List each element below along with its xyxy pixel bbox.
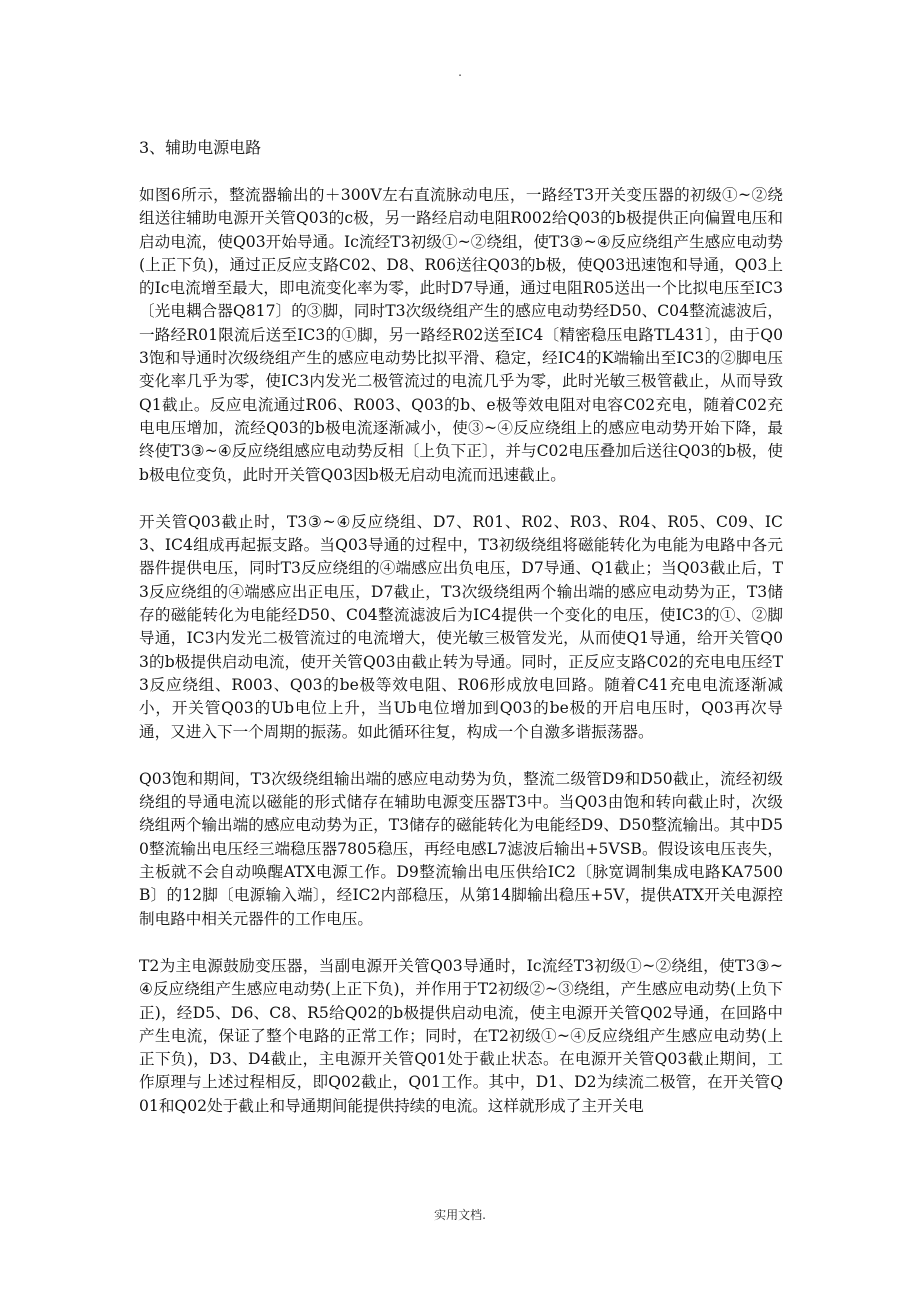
paragraph-1: 如图6所示，整流器输出的＋300V左右直流脉动电压，一路经T3开关变压器的初级①~②绕组送往辅助电源开关管Q03的c极，另一路经启动电阻R002给Q03的b极提供正向偏置电压和启动电流，使Q03开始导通。Ic流经T3初级①~②绕组，使T3③~④反应绕组产生感应电动势(上正下负)，通过正反应支路C02、D8、R06送往Q03的b极，使Q03迅速饱和导通，Q03上的Ic电流增至最大，即电流变化率为零，此时D7导通，通过电阻R05送出一个比拟电压至IC3〔光电耦合器Q817〕的③脚，同时T3次级绕组产生的感应电动势经D50、C04整流滤波后，一路经R01限流后送至IC3的①脚，另一路经R02送至IC4〔精密稳压电路TL431〕，由于Q03饱和导通时次级绕组产生的感应电动势比拟平滑、稳定，经IC4的K端输出至IC3的②脚电压变化率几乎为零，使IC3内发光二极管流过的电流几乎为零，此时光敏三极管截止，从而导致Q1截止。反应电流通过R06、R003、Q03的b、e极等效电阻对电容C02充电，随着C02充电电压增加，流经Q03的b极电流逐渐减小，使③~④反应绕组上的感应电动势开始下降，最终使T3③~④反应绕组感应电动势反相〔上负下正〕，并与C02电压叠加后送往Q03的b极，使b极电位变负，此时开关管Q03因b极无启动电流而迅速截止。 xyxy=(139,186,783,484)
page-footer: 实用文档. xyxy=(434,1208,486,1222)
document-body xyxy=(139,132,783,1142)
section-heading: 3、辅助电源电路 xyxy=(139,138,262,157)
paragraph-4: T2为主电源鼓励变压器，当副电源开关管Q03导通时，Ic流经T3初级①~②绕组，使T3③~④反应绕组产生感应电动势(上正下负)，并作用于T2初级②~③绕组，产生感应电动势(上负下正)，经D5、D6、C8、R5给Q02的b极提供启动电流，使主电源开关管Q02导通，在回路中产生电流，保证了整个电路的正常工作；同时，在T2初级①~④反应绕组产生感应电动势(上正下负)，D3、D4截止，主电源开关管Q01处于截止状态。在电源开关管Q03截止期间，工作原理与上述过程相反，即Q02截止，Q01工作。其中，D1、D2为续流二极管，在开关管Q01和Q02处于截止和导通期间能提供持续的电流。这样就形成了主开关电 xyxy=(139,956,783,1115)
paragraph-3: Q03饱和期间，T3次级绕组输出端的感应电动势为负，整流二级管D9和D50截止，流经初级绕组的导通电流以磁能的形式储存在辅助电源变压器T3中。当Q03由饱和转向截止时，次级绕组两个输出端的感应电动势为正，T3储存的磁能转化为电能经D9、D50整流输出。其中D50整流输出电压经三端稳压器7805稳压，再经电感L7滤波后输出+5VSB。假设该电压丧失，主板就不会自动唤醒ATX电源工作。D9整流输出电压供给IC2〔脉宽调制集成电路KA7500B〕的12脚〔电源输入端〕，经IC2内部稳压，从第14脚输出稳压+5V，提供ATX开关电源控制电路中相关元器件的工作电压。 xyxy=(139,769,783,928)
page-header-mark: . xyxy=(458,65,462,79)
paragraph-2: 开关管Q03截止时，T3③~④反应绕组、D7、R01、R02、R03、R04、R05、C09、IC3、IC4组成再起振支路。当Q03导通的过程中，T3初级绕组将磁能转化为电能为电路中各元器件提供电压，同时T3反应绕组的④端感应出负电压，D7导通、Q1截止；当Q03截止后，T3反应绕组的④端感应出正电压，D7截止，T3次级绕组两个输出端的感应电动势为正，T3储存的磁能转化为电能经D50、C04整流滤波后为IC4提供一个变化的电压，使IC3的①、②脚导通，IC3内发光二极管流过的电流增大，使光敏三极管发光，从而使Q1导通，给开关管Q03的b极提供启动电流，使开关管Q03由截止转为导通。同时，正反应支路C02的充电电压经T3反应绕组、R003、Q03的be极等效电阻、R06形成放电回路。随着C41充电电流逐渐减小，开关管Q03的Ub电位上升，当Ub电位增加到Q03的be极的开启电压时，Q03再次导通，又进入下一个周期的振荡。如此循环往复，构成一个自激多谐振荡器。 xyxy=(139,512,783,741)
